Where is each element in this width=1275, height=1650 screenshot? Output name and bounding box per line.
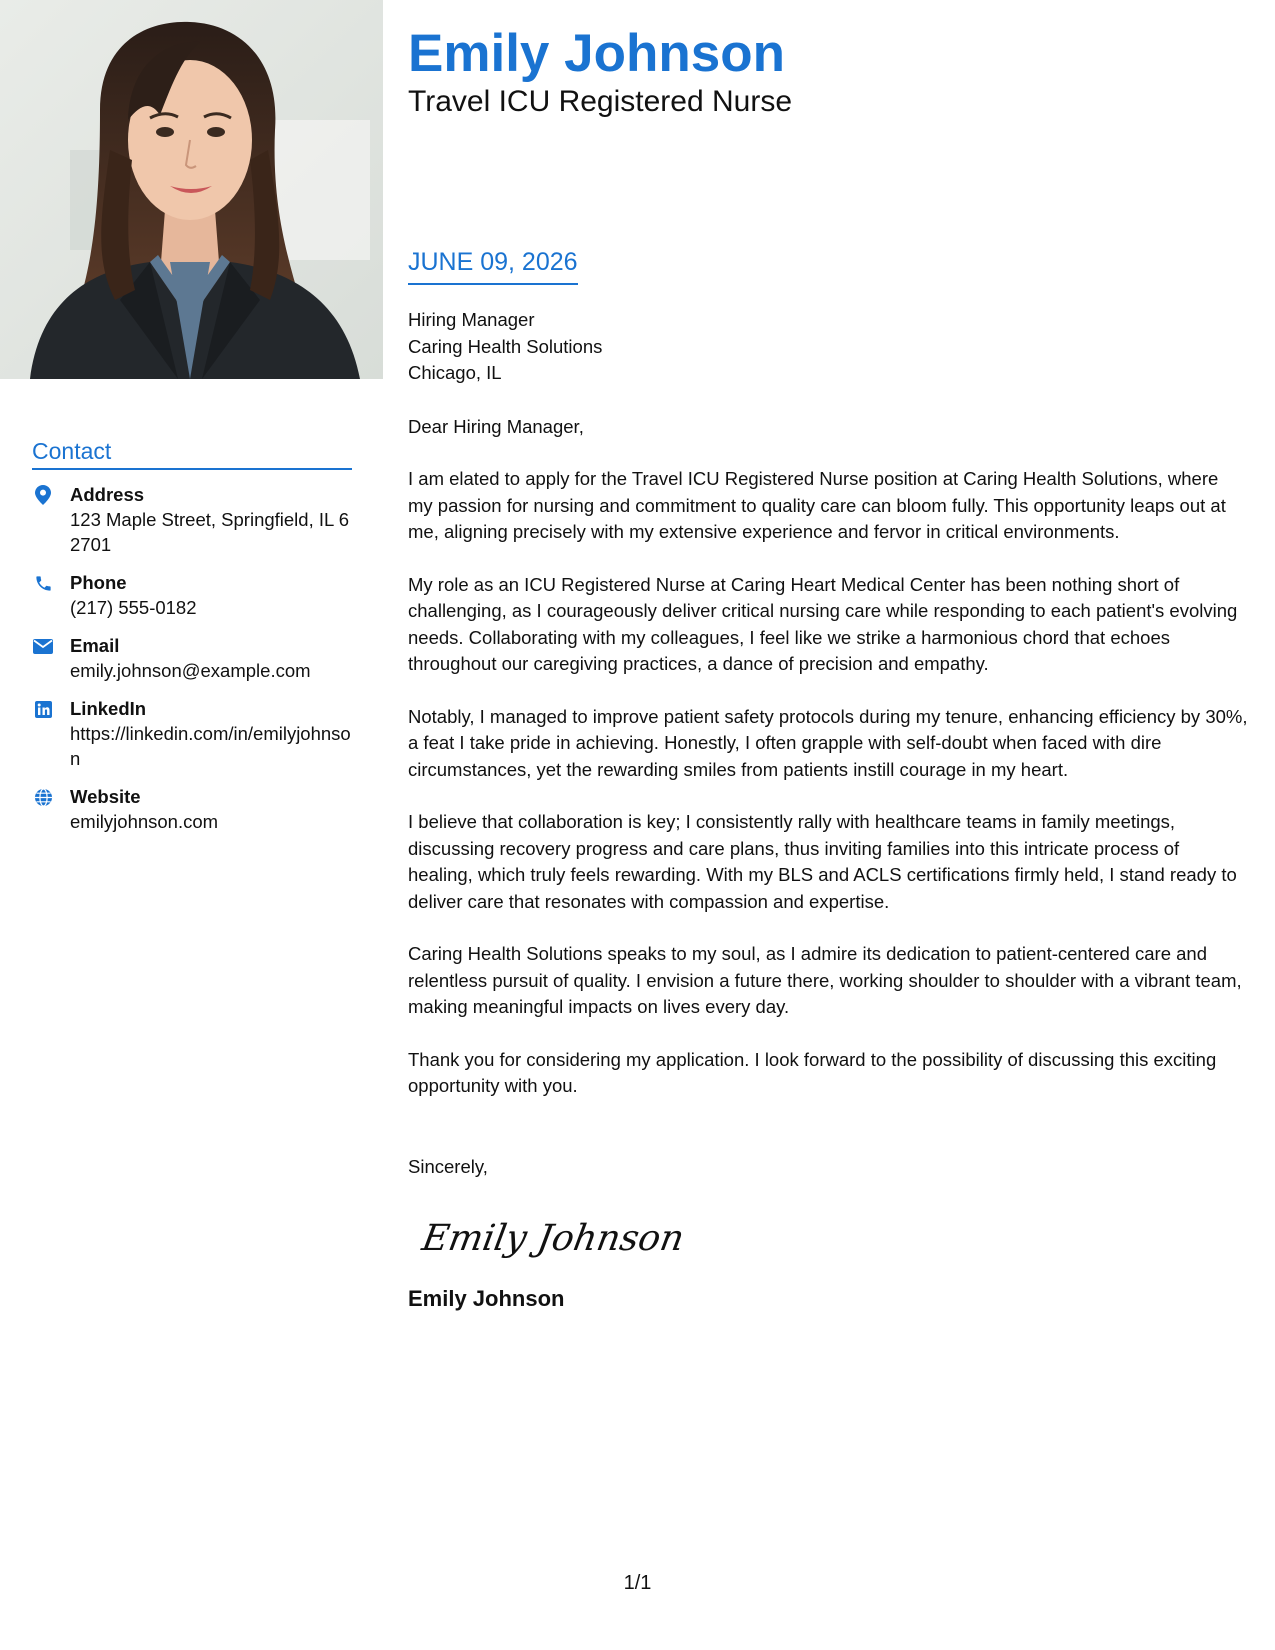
email-label: Email bbox=[70, 635, 120, 656]
paragraph: Caring Health Solutions speaks to my soul, as I admire its dedication to patient-centered care and relentless pursuit of quality. I envision a future there, working shoulder to shoulder with a vibrant team, making meaningful impacts on lives every day. bbox=[408, 943, 1242, 1017]
address-label: Address bbox=[70, 484, 145, 505]
globe-icon bbox=[32, 786, 54, 808]
map-pin-icon bbox=[32, 484, 54, 506]
recipient-line: Chicago, IL bbox=[408, 362, 502, 383]
contact-address bbox=[32, 482, 352, 557]
signed-name: Emily Johnson bbox=[408, 1286, 565, 1311]
letter-main bbox=[408, 24, 1248, 1311]
linkedin-icon bbox=[32, 698, 54, 720]
contact-website bbox=[32, 784, 352, 834]
recipient-line: Hiring Manager bbox=[408, 309, 535, 330]
paragraph: Thank you for considering my application. I look forward to the possibility of discussing this exciting opportunity with you. bbox=[408, 1048, 1217, 1096]
contact-sidebar bbox=[32, 438, 352, 847]
recipient-block bbox=[408, 307, 1248, 387]
paragraph: My role as an ICU Registered Nurse at Caring Heart Medical Center has been nothing short of challenging, as I courageously deliver critical nursing care while responding to each patient's evolving needs. Collaborating with my colleagues, I feel like we strike a harmonious chord that echoes throughout our caregiving practices, a dance of precision and empathy. bbox=[408, 573, 1238, 674]
phone-label: Phone bbox=[70, 572, 127, 593]
letter-body bbox=[408, 307, 1248, 1313]
website-value[interactable]: emilyjohnson.com bbox=[70, 811, 219, 832]
website-label: Website bbox=[70, 786, 141, 807]
letter-date: JUNE 09, 2026 bbox=[408, 248, 578, 285]
greeting: Dear Hiring Manager, bbox=[408, 415, 584, 437]
signature bbox=[419, 1208, 688, 1268]
signature-text: Emily Johnson bbox=[419, 1216, 688, 1259]
paragraph: I believe that collaboration is key; I consistently rally with healthcare teams in family meetings, discussing recovery progress and care plans, thus inviting families into this intricate process of healing, which truly feels rewarding. With my BLS and ACLS certifications firmly held, I stand ready to deliver care that resonates with compassion and expertise. bbox=[408, 811, 1237, 912]
linkedin-label: LinkedIn bbox=[70, 698, 147, 719]
page-number: 1/1 bbox=[623, 1572, 652, 1594]
profile-photo bbox=[0, 0, 383, 379]
contact-phone bbox=[32, 570, 352, 620]
address-value: 123 Maple Street, Springfield, IL 62701 bbox=[70, 509, 350, 555]
recipient-line: Caring Health Solutions bbox=[408, 335, 603, 357]
contact-email bbox=[32, 633, 352, 683]
email-value[interactable]: emily.johnson@example.com bbox=[70, 660, 311, 681]
phone-icon bbox=[32, 572, 54, 594]
linkedin-value[interactable]: https://linkedin.com/in/emilyjohnson bbox=[70, 723, 351, 769]
contact-section-title: Contact bbox=[32, 438, 352, 470]
applicant-role: Travel ICU Registered Nurse bbox=[408, 85, 793, 118]
applicant-name: Emily Johnson bbox=[408, 24, 785, 83]
paragraph: I am elated to apply for the Travel ICU Registered Nurse position at Caring Health Solutions, where my passion for nursing and commitment to quality care can bloom fully. This opportunity leaps out at me, aligning precisely with my extensive experience and fervor in critical environments. bbox=[408, 468, 1226, 542]
phone-value: (217) 555-0182 bbox=[70, 597, 197, 618]
email-icon bbox=[32, 635, 54, 657]
paragraph: Notably, I managed to improve patient safety protocols during my tenure, enhancing efficiency by 30%, a feat I take pride in achieving. Honestly, I often grapple with self-doubt when faced with dire circumstances, yet the rewarding smiles from patients instill courage in my heart. bbox=[408, 705, 1248, 780]
contact-linkedin bbox=[32, 696, 352, 771]
closing: Sincerely, bbox=[408, 1155, 488, 1177]
